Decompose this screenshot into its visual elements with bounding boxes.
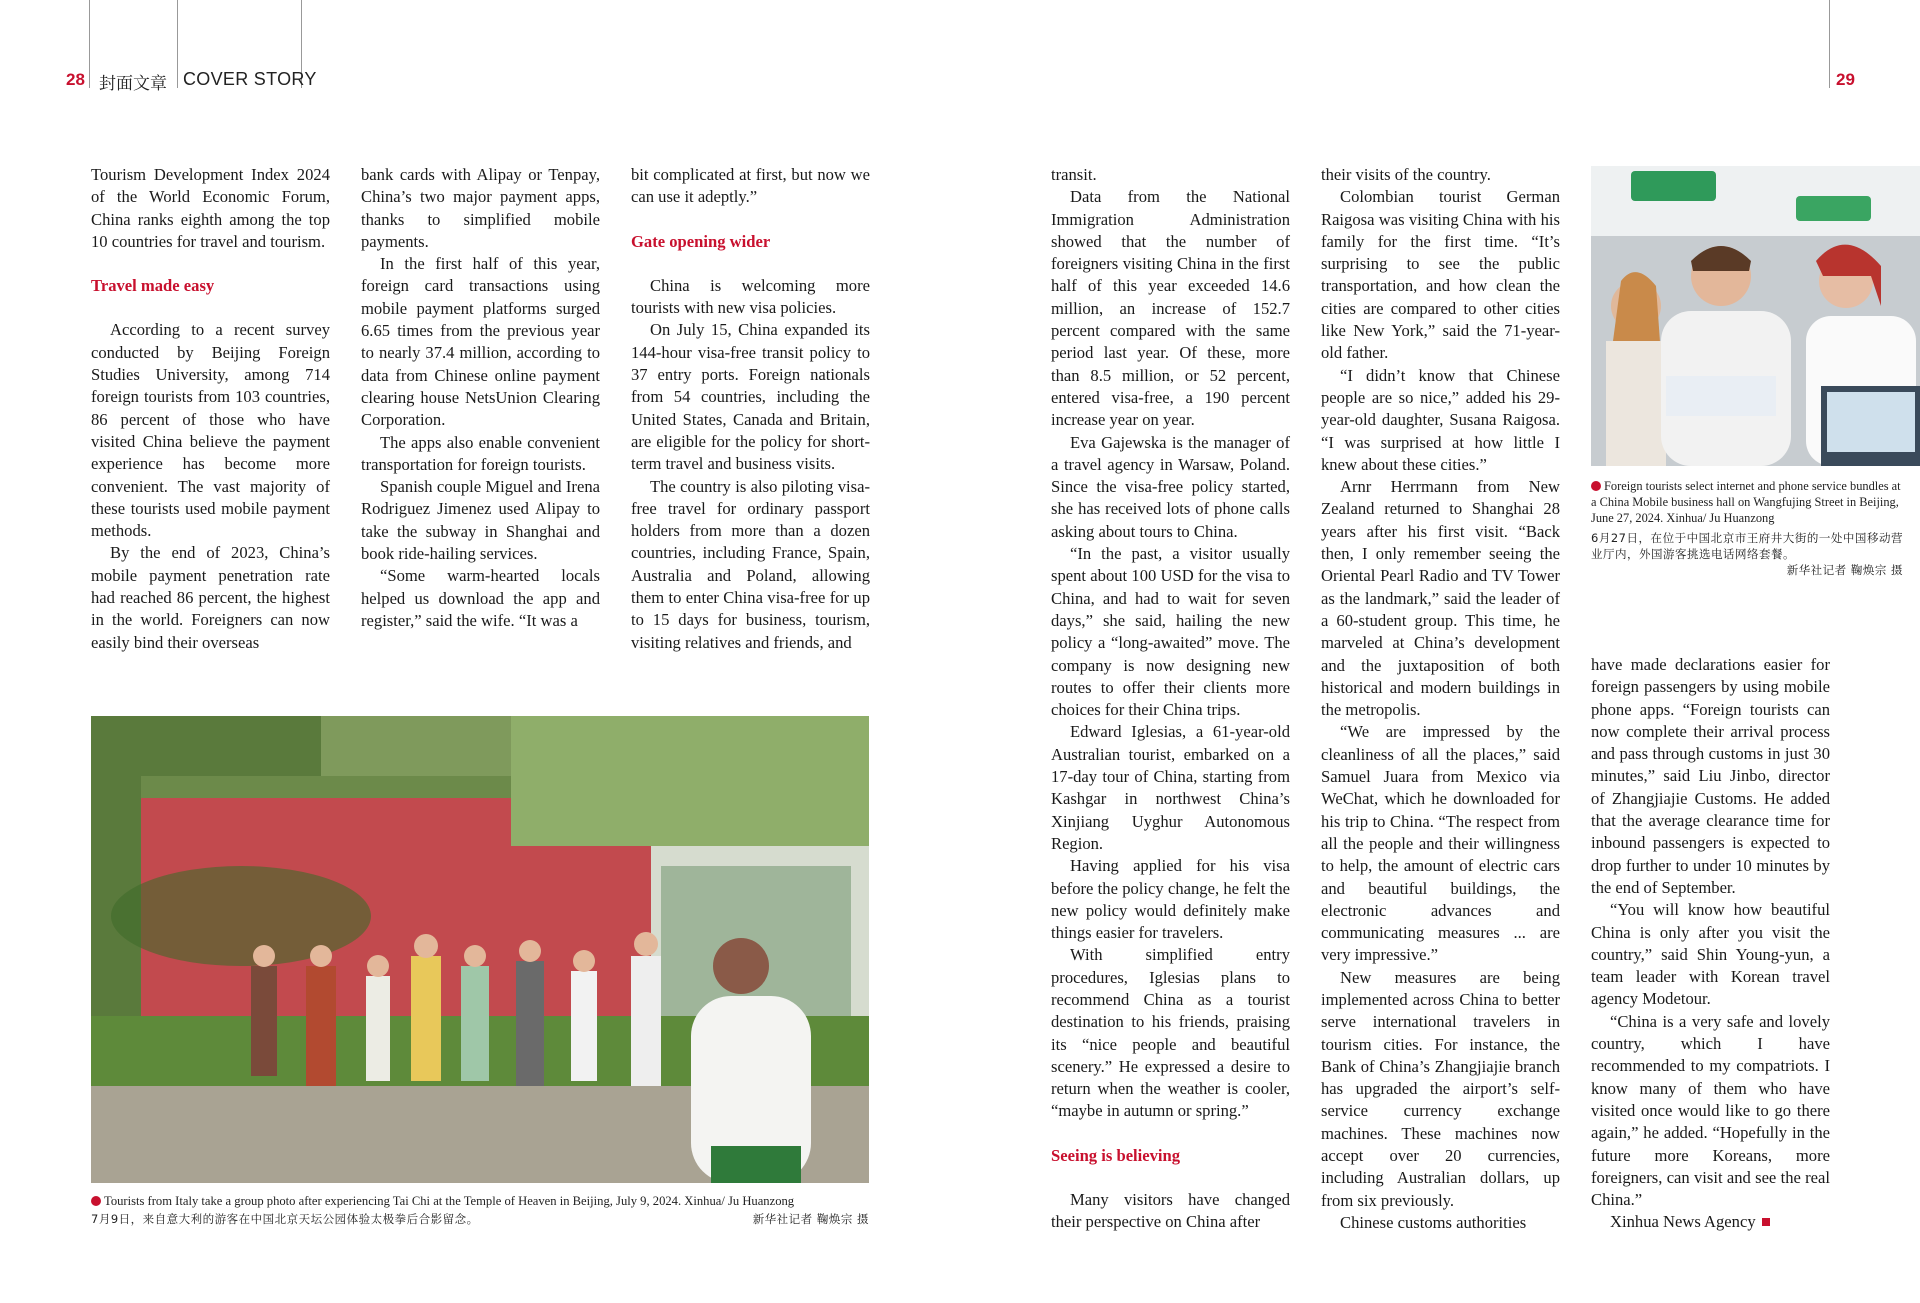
- paragraph: “I didn’t know that Chinese people are so nice,” added his 29-year-old daughter, Susana Raigosa. “I was surprised at how little I knew about these cities.”: [1321, 365, 1560, 474]
- caption-credit-cn: 新华社记者 鞠焕宗 摄: [752, 1212, 869, 1226]
- paragraph: Having applied for his visa before the policy change, he felt the new policy would definitely make things easier for travelers.: [1051, 856, 1290, 943]
- paragraph: On July 15, China expanded its 144-hour visa-free transit policy to 37 entry ports. Foreign nationals from 54 countries, including the United States, Canada and Britain, are eligible for the policy for short-term travel and business visits.: [631, 320, 870, 474]
- subheading-seeing-is-believing: Seeing is believing: [1051, 1145, 1181, 1165]
- photo-tai-chi-group: [91, 716, 869, 1183]
- section-title-cn: 封面文章: [99, 74, 167, 94]
- paragraph: Spanish couple Miguel and Irena Rodriguez Jimenez used Alipay to take the subway in Shanghai and book ride-hailing services.: [361, 477, 600, 564]
- paragraph: bit complicated at first, but now we can use it adeptly.”: [631, 165, 870, 207]
- paragraph: Tourism Development Index 2024 of the World Economic Forum, China ranks eighth among the top 10 countries for travel and tourism.: [91, 165, 330, 251]
- section-title-en: COVER STORY: [183, 69, 317, 89]
- paragraph: New measures are being implemented across China to better serve international travelers in tourism cities. For instance, the Bank of China’s Zhangjiajie branch has upgraded the airport’s self-service currency exchange machines. These machines now accept over 20 currencies, including Australian dollars, up from six previously.: [1321, 967, 1560, 1210]
- paragraph: With simplified entry procedures, Iglesias plans to recommend China as a tourist destination to his friends, praising its “nice people and beautiful scenery.” He expressed a desire to return when the weather is cooler, “maybe in autumn or spring.”: [1051, 945, 1290, 1121]
- byline-text: Xinhua News Agency: [1610, 1212, 1756, 1232]
- article-column-3: [631, 164, 870, 654]
- paragraph: Arnr Herrmann from New Zealand returned to Shanghai 28 years after his first visit. “Back then, I only remember seeing the Oriental Pearl Radio and TV Tower as the landmark,” said the leader of a 60-student group. This time, he marveled at China’s development and the juxtaposition of both historical and modern buildings in the metropolis.: [1321, 477, 1560, 720]
- paragraph: Eva Gajewska is the manager of a travel agency in Warsaw, Poland. Since the visa-free policy started, she has received lots of phone calls asking about tours to China.: [1051, 432, 1290, 541]
- tai-chi-photo-illustration: [91, 716, 869, 1183]
- page-number-right: 29: [1836, 70, 1855, 89]
- subheading-travel-made-easy: Travel made easy: [91, 276, 215, 296]
- paragraph: “We are impressed by the cleanliness of all the places,” said Samuel Juara from Mexico via WeChat, which he downloaded for his trip to China. “The respect from all the people and their willingness to help, the amount of electric cars and beautiful buildings, the electronic advances and communicating measures ... are very impressive.”: [1321, 722, 1560, 965]
- paragraph: The apps also enable convenient transportation for foreign tourists.: [361, 432, 600, 474]
- header-rule-left: [89, 0, 90, 88]
- article-column-1: [91, 164, 330, 654]
- paragraph: Many visitors have changed their perspective on China after: [1051, 1190, 1290, 1232]
- header-rule-page29: [1829, 0, 1830, 88]
- article-column-6: [1591, 654, 1830, 1234]
- paragraph: “Some warm-hearted locals helped us download the app and register,” said the wife. “It was a: [361, 566, 600, 630]
- camera-icon: [91, 1196, 101, 1206]
- paragraph: their visits of the country.: [1321, 165, 1491, 184]
- paragraph: “In the past, a visitor usually spent about 100 USD for the visa to China, and had to wait for seven days,” she said, hailing the new policy a “long-awaited” move. The company is now designing new routes to offer their clients more choices for their China trips.: [1051, 544, 1290, 720]
- paragraph: Edward Iglesias, a 61-year-old Australian tourist, embarked on a 17-day tour of China, starting from Kashgar in northwest China’s Xinjiang Uyghur Autonomous Region.: [1051, 722, 1290, 853]
- paragraph: China is welcoming more tourists with new visa policies.: [631, 275, 870, 318]
- caption-text-en: Foreign tourists select internet and phone service bundles at a China Mobile business hall on Wangfujing Street in Beijing, June 27, 2024. Xinhua/ Ju Huanzong: [1591, 479, 1901, 526]
- paragraph: “China is a very safe and lovely country, which I have recommended to my compatriots. I know many of them who have visited once would like to go there again,” he added. “Hopefully in the future more Koreans, more foreigners, can visit and see the real China.”: [1591, 1011, 1830, 1210]
- paragraph: have made declarations easier for foreign passengers by using mobile phone apps. “Foreign tourists can now complete their arrival process and pass through customs in just 30 minutes,” said Liu Jinbo, director of Zhangjiajie Customs. He added that the average clearance time for inbound passengers is expected to drop further to under 10 minutes by the end of September.: [1591, 655, 1830, 897]
- paragraph: Chinese customs authorities: [1340, 1212, 1527, 1232]
- caption-text-cn: 6月27日，在位于中国北京市王府井大街的一处中国移动营业厅内，外国游客挑选电话网络套餐。: [1591, 530, 1903, 561]
- article-column-2: [361, 164, 600, 632]
- end-mark-icon: [1762, 1218, 1770, 1226]
- caption-credit-cn: 新华社记者 鞠焕宗 摄: [1786, 563, 1903, 578]
- paragraph: In the first half of this year, foreign card transactions using mobile payment platforms surged 6.65 times from the previous year to nearly 37.4 million, according to data from Chinese online payment clearing house NetsUnion Clearing Corporation.: [361, 254, 600, 430]
- paragraph: By the end of 2023, China’s mobile payment penetration rate had reached 86 percent, the highest in the world. Foreigners can now easily bind their overseas: [91, 543, 330, 652]
- paragraph: bank cards with Alipay or Tenpay, China’s two major payment apps, thanks to simplified mobile payments.: [361, 165, 600, 251]
- caption-text-cn: 7月9日，来自意大利的游客在中国北京天坛公园体验太极拳后合影留念。: [91, 1212, 479, 1226]
- caption-text-en: Tourists from Italy take a group photo after experiencing Tai Chi at the Temple of Heaven in Beijing, July 9, 2024. Xinhua/ Ju Huanzong: [104, 1194, 795, 1208]
- paragraph: transit.: [1051, 165, 1097, 184]
- camera-icon: [1591, 481, 1601, 491]
- paragraph: Data from the National Immigration Administration showed that the number of foreigners visiting China in the first half of this year exceeded 14.6 million, an increase of 152.7 percent compared with the same period last year. Of these, more than 8.5 million, or 52 percent, entered visa-free, a 190 percent increase year on year.: [1051, 187, 1290, 430]
- mobile-hall-photo-illustration: [1591, 166, 1920, 466]
- photo-caption-side: [1591, 478, 1903, 578]
- byline: [1591, 1211, 1830, 1233]
- subheading-gate-opening-wider: Gate opening wider: [631, 231, 771, 251]
- paragraph: The country is also piloting visa-free travel for ordinary passport holders from more than a dozen countries, including France, Spain, Australia and Poland, allowing them to enter China visa-free for up to 15 days for business, tourism, visiting relatives and friends, and: [631, 476, 870, 652]
- photo-caption-main: [91, 1193, 869, 1227]
- page-number-left: 28: [66, 70, 85, 89]
- article-column-5: [1321, 164, 1560, 1234]
- article-column-4: [1051, 164, 1290, 1234]
- paragraph: Colombian tourist German Raigosa was visiting China with his family for the first time. “It’s surprising to see the public transportation, and how clean the cities are compared to other cities like New York,” said the 71-year-old father.: [1321, 187, 1560, 363]
- paragraph: According to a recent survey conducted by Beijing Foreign Studies University, among 714 foreign tourists from 103 countries, 86 percent of those who have visited China believe the payment experience has become more convenient. The vast majority of these tourists used mobile payment methods.: [91, 320, 330, 541]
- paragraph: “You will know how beautiful China is only after you visit the country,” said Shin Young-yun, a team leader with Korean travel agency Modetour.: [1591, 900, 1830, 1009]
- header-rule-mid: [177, 0, 178, 88]
- photo-china-mobile-hall: [1591, 166, 1920, 466]
